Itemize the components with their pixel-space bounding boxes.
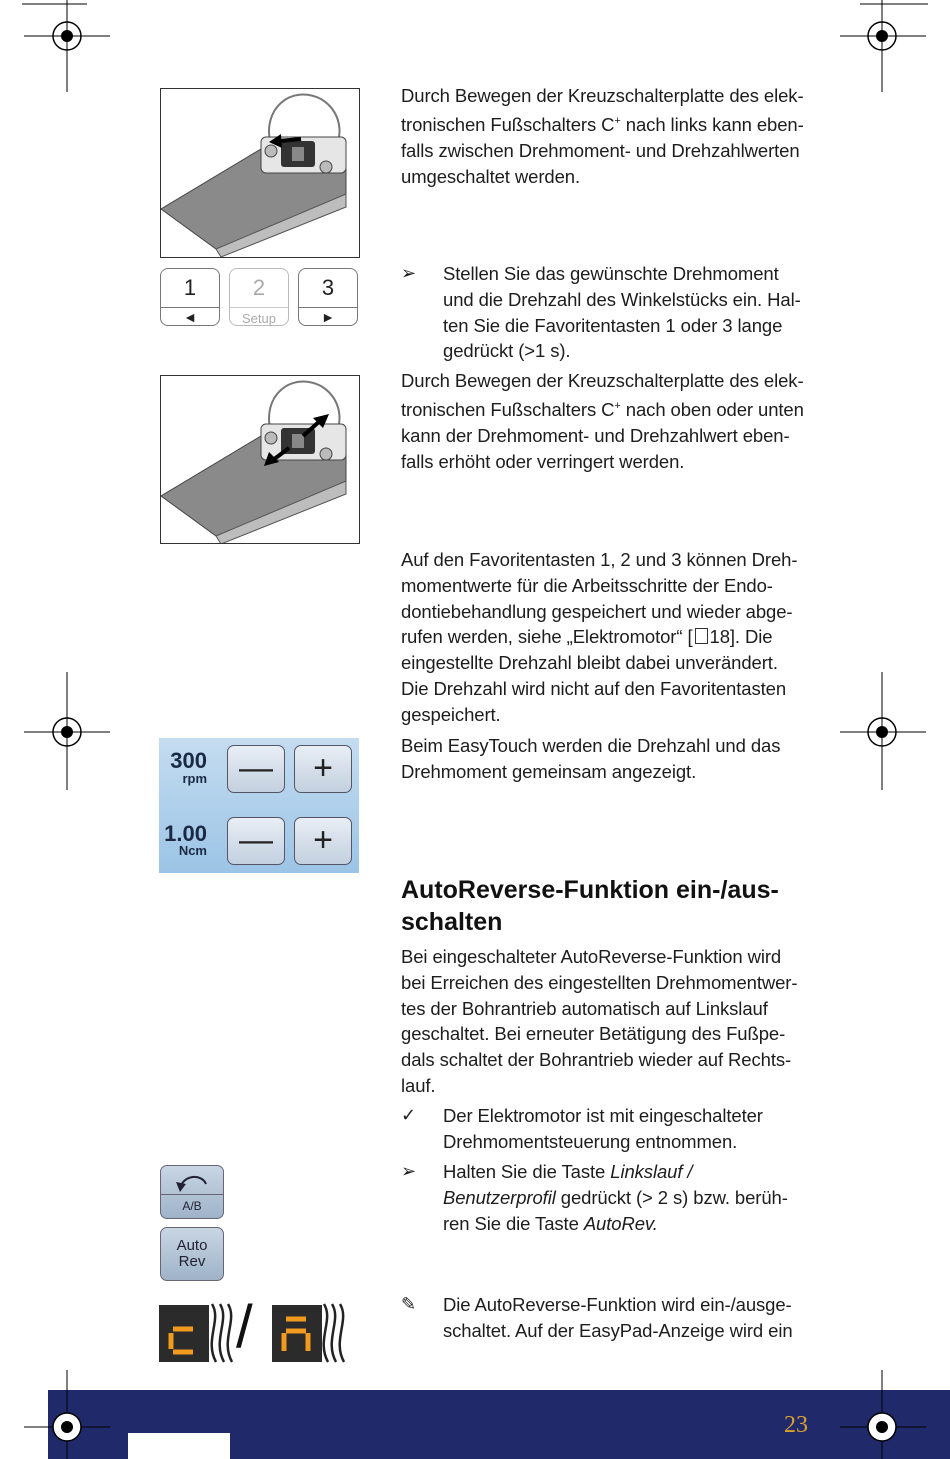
speed-value: 300 — [170, 748, 207, 773]
torque-plus-button[interactable]: + — [294, 817, 352, 865]
favorite-key-3[interactable]: 3 ► — [298, 268, 358, 326]
paragraph-crossswitch-left: Durch Bewegen der Kreuzschalterplatte des elek- tronischen Fußschalters C+ nach links kann eben- falls zwischen Drehmoment- und Drehzahlwerten umgeschaltet werden. — [401, 85, 804, 187]
favorite-key-1[interactable]: 1 ◄ — [160, 268, 220, 326]
display-digit-n-icon — [272, 1305, 322, 1362]
paragraph-autoreverse: Bei eingeschalteter AutoReverse-Funktion wird bei Erreichen des eingestellten Drehmomentwer- tes der Bohrantrieb automatisch auf Linkslauf geschaltet. Bei erneuter Betätigung des Fußpe- dals schaltet der Bohrantrieb wieder auf Rechts- lauf. — [401, 946, 798, 1096]
step-toggle-autoreverse: ➢ Halten Sie die Taste Linkslauf / Benutzerprofil gedrückt (> 2 s) bzw. berüh- ren Sie die Taste AutoRev. — [401, 1161, 788, 1234]
result-arrow-icon: ✎ — [401, 1294, 416, 1314]
signal-waves-icon — [208, 1300, 238, 1366]
registration-mark-mid-left — [22, 672, 112, 792]
page-footer — [48, 1390, 950, 1459]
reverse-user-profile-button[interactable]: A/B — [160, 1165, 224, 1219]
foot-switch-left-figure — [160, 88, 360, 258]
footer-white-block — [128, 1433, 230, 1459]
page-number: 23 — [784, 1412, 808, 1438]
display-digit-c-icon — [159, 1305, 209, 1362]
paragraph-easytouch: Beim EasyTouch werden die Drehzahl und das Drehmoment gemeinsam angezeigt. — [401, 735, 781, 782]
section-heading: AutoReverse-Funktion ein-/aus- schalten — [401, 876, 779, 936]
torque-minus-button[interactable]: — — [227, 817, 285, 865]
easypad-display-right — [272, 1305, 322, 1362]
speed-plus-button[interactable]: + — [294, 745, 352, 793]
favorite-key-2-setup[interactable]: 2 Setup — [229, 268, 289, 326]
registration-mark-bottom-left — [22, 1370, 112, 1459]
display-separator: / — [236, 1293, 253, 1360]
checkmark-icon: ✓ — [401, 1105, 416, 1125]
foot-switch-left-illustration — [161, 89, 359, 257]
speed-unit: rpm — [182, 771, 207, 786]
paragraph-favorite-keys: Auf den Favoritentasten 1, 2 und 3 können Dreh- momentwerte für die Arbeitsschritte der Endo- dontiebehandlung gespeichert und wieder abge- rufen werden, siehe „Elektromotor“ [ 18]. Die eingestellte Drehzahl bleibt dabei unverändert. Die Drehzahl wird nicht auf den Favoritentasten gespeichert. — [401, 549, 798, 725]
arrow-bullet-icon: ➢ — [401, 1161, 416, 1181]
arrow-bullet-icon: ➢ — [401, 263, 416, 283]
paragraph-crossswitch-updown: Durch Bewegen der Kreuzschalterplatte des elek- tronischen Fußschalters C+ nach oben oder unten kann der Drehmoment- und Drehzahlwert eben- falls erhöht oder verringert werden. — [401, 370, 804, 472]
easytouch-panel — [159, 738, 359, 873]
counterclockwise-arrow-icon — [172, 1170, 212, 1194]
foot-switch-updown-illustration — [161, 376, 359, 543]
prerequisite-item: ✓ Der Elektromotor ist mit eingeschalteter Drehmomentsteuerung entnommen. — [401, 1105, 763, 1152]
registration-mark-mid-right — [838, 672, 928, 792]
foot-switch-updown-figure — [160, 375, 360, 544]
registration-mark-bottom-right — [838, 1370, 928, 1459]
torque-unit: Ncm — [178, 843, 207, 858]
speed-minus-button[interactable]: — — [227, 745, 285, 793]
torque-value: 1.00 — [164, 821, 207, 846]
registration-mark-top-left — [22, 0, 112, 95]
page-reference-icon — [695, 628, 708, 644]
step-set-favorites: ➢ Stellen Sie das gewünschte Drehmoment und die Drehzahl des Winkelstücks ein. Hal- ten Sie die Favoritentasten 1 oder 3 lange gedrückt (>1 s). — [401, 263, 801, 362]
autorev-button[interactable]: Auto Rev — [160, 1227, 224, 1281]
result-item: ✎ Die AutoReverse-Funktion wird ein-/ausge- schaltet. Auf der EasyPad-Anzeige wird ein — [401, 1294, 793, 1341]
easypad-display-left — [159, 1305, 209, 1362]
registration-mark-top-right — [838, 0, 928, 95]
signal-waves-icon — [320, 1300, 350, 1366]
